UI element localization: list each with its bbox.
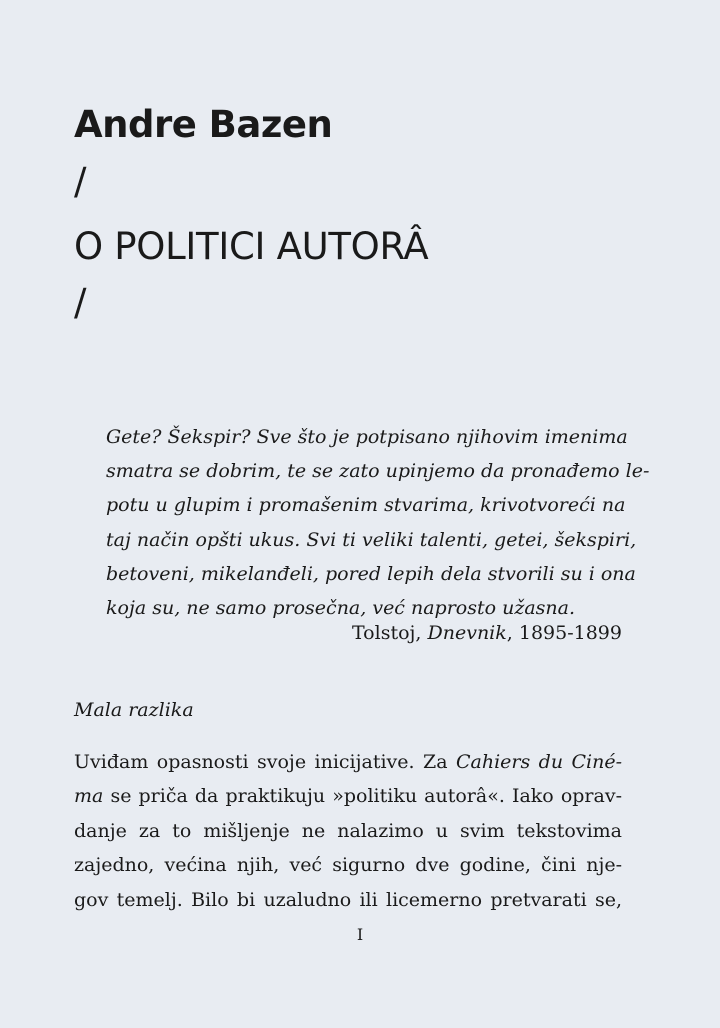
- chapter-title: O POLITICI AUTORÂ: [74, 225, 429, 268]
- section-heading: Mala razlika: [74, 699, 194, 721]
- citation-work: Dnevnik: [427, 622, 507, 644]
- body-line: [74, 779, 622, 813]
- epigraph-line: koja su, ne samo prosečna, već naprosto užasna.: [106, 597, 576, 620]
- epigraph-line: potu u glupim i promašenim stvarima, krivotvoreći na: [106, 494, 626, 517]
- author-name: Andre Bazen: [74, 103, 333, 146]
- page-number: I: [356, 925, 364, 944]
- epigraph-citation: [352, 618, 622, 648]
- body-line-2-text: se priča da praktikuju »politiku autorâ«. Iako oprav-: [103, 785, 622, 808]
- body-line: gov temelj. Bilo bi uzaludno ili licemerno pretvarati se,: [74, 888, 622, 911]
- title-separator-top: /: [74, 160, 87, 203]
- body-paragraph: [74, 745, 622, 917]
- body-line: danje za to mišljenje ne nalazimo u svim tekstovima: [74, 819, 622, 842]
- epigraph-line: Gete? Šekspir? Sve što je potpisano njihovim imenima: [106, 426, 628, 448]
- body-line: [74, 745, 622, 779]
- title-separator-bottom: /: [74, 281, 87, 324]
- epigraph-line: smatra se dobrim, te se zato upinjemo da pronađemo le-: [106, 460, 650, 483]
- citation-author: Tolstoj,: [351, 622, 422, 644]
- epigraph-line: taj način opšti ukus. Svi ti veliki talenti, getei, šekspiri,: [106, 528, 637, 551]
- epigraph-line: betoveni, mikelanđeli, pored lepih dela stvorili su i ona: [106, 562, 636, 585]
- body-line-1-journal: Cahiers du Ciné-: [455, 751, 623, 773]
- body-line: zajedno, većina njih, već sigurno dve godine, čini nje-: [74, 854, 622, 877]
- body-line-2-journal: ma: [74, 785, 104, 808]
- body-line-1-text: Uviđam opasnosti svoje inicijative. Za: [74, 751, 456, 773]
- citation-years: , 1895-1899: [506, 622, 622, 644]
- epigraph-quote: [106, 420, 650, 625]
